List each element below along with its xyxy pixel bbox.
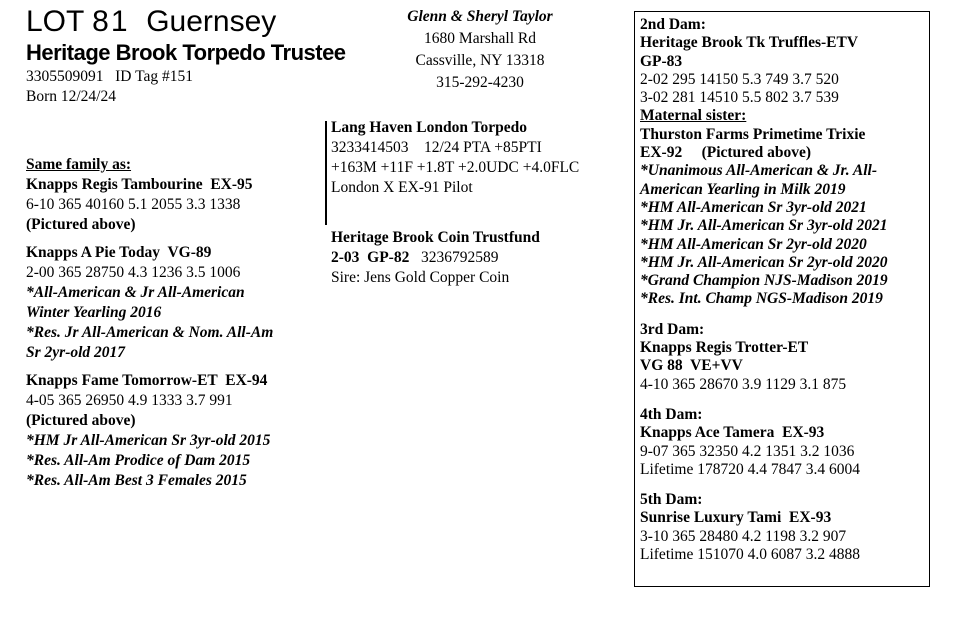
same-family-heading: Same family as: — [26, 156, 132, 173]
sire-block — [331, 118, 579, 198]
registration-line — [26, 67, 346, 87]
family-member-award: *HM Jr All-American Sr 3yr-old 2015 — [26, 432, 271, 449]
second-dam-heading: 2nd Dam: — [640, 16, 706, 33]
family-member-award: *Res. All-Am Prodice of Dam 2015 — [26, 452, 251, 469]
maternal-sister-award: *HM All-American Sr 3yr-old 2021 — [640, 198, 867, 216]
family-member-award: *Res. Jr All-American & Nom. All-Am — [26, 324, 274, 341]
family-member-name: Knapps Regis Tambourine EX-95 — [26, 176, 253, 193]
pedigree-bracket-line — [325, 121, 327, 225]
third-dam-name: Knapps Regis Trotter-ET — [640, 339, 809, 357]
lot-number: 81 — [92, 5, 130, 38]
sire-name: Lang Haven London Torpedo — [331, 119, 527, 136]
fifth-dam-lifetime: Lifetime 151070 4.0 6087 3.2 4888 — [640, 546, 860, 564]
family-member-award: *All-American & Jr All-American — [26, 284, 245, 301]
fifth-dam-name: Sunrise Luxury Tami EX-93 — [640, 509, 832, 527]
fourth-dam-lifetime: Lifetime 178720 4.4 7847 3.4 6004 — [640, 460, 860, 478]
maternal-pedigree-box — [634, 11, 930, 587]
maternal-sister-award: *Unanimous All-American & Jr. All- — [640, 162, 877, 180]
sire-line3: London X EX-91 Pilot — [331, 179, 473, 196]
dam-info-line — [331, 248, 540, 268]
lot-label: LOT — [26, 5, 84, 38]
family-member-award: Winter Yearling 2016 — [26, 304, 162, 321]
dam-block — [331, 228, 540, 288]
consignor-phone: 315-292-4230 — [436, 74, 524, 91]
maternal-sister-award: *Res. Int. Champ NGS-Madison 2019 — [640, 290, 883, 308]
family-member-name: Knapps A Pie Today VG-89 — [26, 244, 212, 261]
family-member-record: 4-05 365 26950 4.9 1333 3.7 991 — [26, 392, 233, 409]
fifth-dam-record: 3-10 365 28480 4.2 1198 3.2 907 — [640, 527, 847, 545]
second-dam-name: Heritage Brook Tk Truffles-ETV — [640, 34, 859, 52]
family-member-note: (Pictured above) — [26, 412, 136, 429]
dam-reg-number: 3236792589 — [420, 249, 499, 266]
breed: Guernsey — [146, 5, 277, 38]
family-member-note: (Pictured above) — [26, 216, 136, 233]
consignor-address: 1680 Marshall Rd — [424, 30, 536, 47]
sire-line1: 3233414503 12/24 PTA +85PTI — [331, 139, 542, 156]
third-dam-heading: 3rd Dam: — [640, 320, 705, 338]
lot-header — [26, 5, 346, 107]
third-dam-record: 4-10 365 28670 3.9 1129 3.1 875 — [640, 375, 847, 393]
maternal-sister-name: Thurston Farms Primetime Trixie — [640, 125, 866, 143]
same-family-block — [26, 155, 273, 491]
family-member-award: *Res. All-Am Best 3 Females 2015 — [26, 472, 247, 489]
lot-title — [26, 5, 346, 39]
fourth-dam-heading: 4th Dam: — [640, 405, 703, 423]
maternal-sister-award: *HM Jr. All-American Sr 2yr-old 2020 — [640, 253, 888, 271]
reg-number: 3305509091 — [26, 68, 104, 85]
maternal-sister-award: *HM Jr. All-American Sr 3yr-old 2021 — [640, 217, 888, 235]
consignor-city: Cassville, NY 13318 — [415, 52, 545, 69]
dam-sire: Sire: Jens Gold Copper Coin — [331, 269, 510, 286]
maternal-sister-award: American Yearling in Milk 2019 — [640, 180, 846, 198]
maternal-sister-award: *Grand Champion NJS-Madison 2019 — [640, 272, 888, 290]
family-member-record: 6-10 365 40160 5.1 2055 3.3 1338 — [26, 196, 241, 213]
dam-name: Heritage Brook Coin Trustfund — [331, 229, 540, 246]
consignor-block — [375, 7, 585, 93]
maternal-sister-heading: Maternal sister: — [640, 107, 747, 125]
second-dam-record: 3-02 281 14510 5.5 802 3.7 539 — [640, 89, 839, 107]
maternal-sister-classification: EX-92 (Pictured above) — [640, 144, 812, 162]
id-tag: ID Tag #151 — [115, 68, 193, 85]
fourth-dam-record: 9-07 365 32350 4.2 1351 3.2 1036 — [640, 442, 855, 460]
third-dam-classification: VG 88 VE+VV — [640, 357, 743, 375]
birth-date: Born 12/24/24 — [26, 88, 116, 105]
family-member-name: Knapps Fame Tomorrow-ET EX-94 — [26, 372, 268, 389]
family-member-record: 2-00 365 28750 4.3 1236 3.5 1006 — [26, 264, 241, 281]
animal-name: Heritage Brook Torpedo Trustee — [26, 40, 346, 65]
consignor-name: Glenn & Sheryl Taylor — [407, 8, 553, 25]
fifth-dam-heading: 5th Dam: — [640, 491, 703, 509]
sire-line2: +163M +11F +1.8T +2.0UDC +4.0FLC — [331, 159, 580, 176]
dam-classification: 2-03 GP-82 — [331, 249, 410, 266]
family-member-award: Sr 2yr-old 2017 — [26, 344, 126, 361]
maternal-sister-award: *HM All-American Sr 2yr-old 2020 — [640, 235, 867, 253]
second-dam-record: 2-02 295 14150 5.3 749 3.7 520 — [640, 70, 839, 88]
second-dam-classification: GP-83 — [640, 52, 683, 70]
fourth-dam-name: Knapps Ace Tamera EX-93 — [640, 424, 825, 442]
